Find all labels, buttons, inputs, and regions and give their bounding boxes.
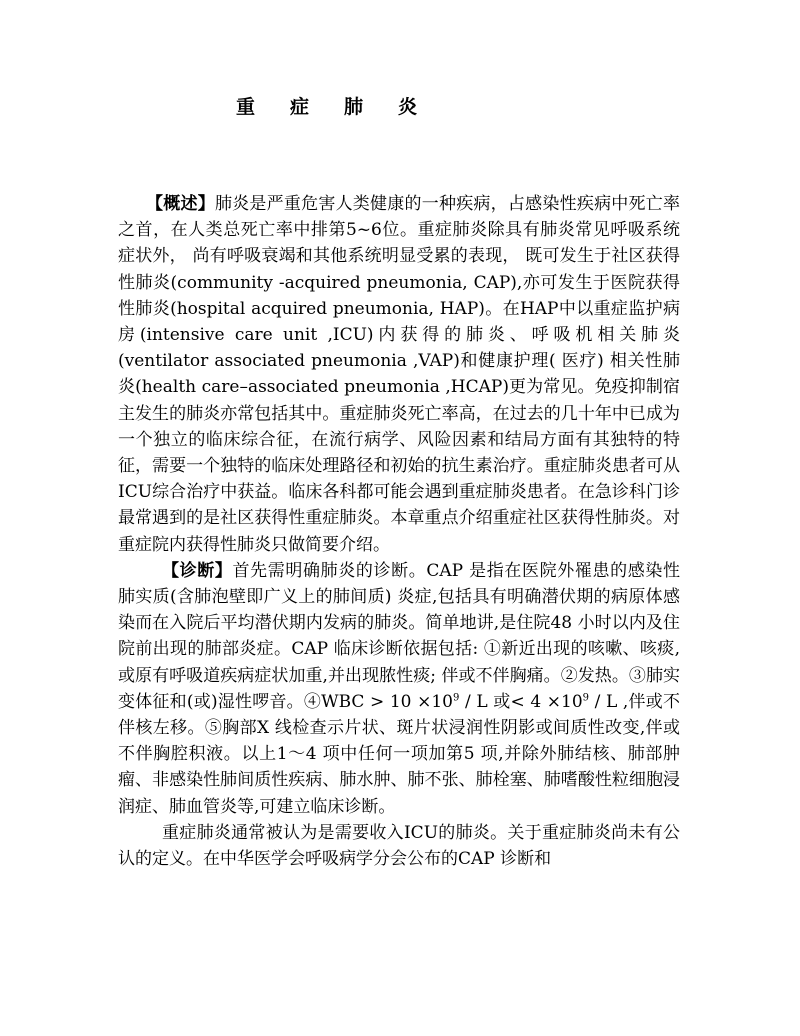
- diagnosis-heading: 【诊断】: [162, 560, 233, 581]
- page-title: 重症肺炎: [236, 96, 453, 118]
- wbc-exponent-1: 9: [453, 692, 460, 704]
- severe-definition-paragraph: [118, 820, 680, 872]
- overview-text: 肺炎是严重危害人类健康的一种疾病，占感染性疾病中死亡率之首，在人类总死亡率中排第5~6位。重症肺炎除具有肺炎常见呼吸系统症状外， 尚有呼吸衰竭和其他系统明显受累的表现， 既可发生于社区获得性肺炎(community -acquired pneumonia, CAP),亦可发生于医院获得性肺炎(hospital acquired pneumonia, HAP)。在HAP中以重症监护病房(intensive care unit ,ICU)内获得的肺炎、呼吸机相关肺炎(ventilator associated pneumonia ,VAP)和健康护理( 医疗) 相关性肺炎(health care–associated pneumonia ,HCAP)更为常见。免疫抑制宿主发生的肺炎亦常包括其中。重症肺炎死亡率高，在过去的几十年中已成为一个独立的临床综合征，在流行病学、风险因素和结局方面有其独特的特征，需要一个独特的临床处理路径和初始的抗生素治疗。重症肺炎患者可从ICU综合治疗中获益。临床各科都可能会遇到重症肺炎患者。在急诊科门诊最常遇到的是社区获得性重症肺炎。本章重点介绍重症社区获得性肺炎。对重症院内获得性肺炎只做简要介绍。: [118, 194, 681, 555]
- diagnosis-text-part-1: 首先需明确肺炎的诊断。CAP 是指在医院外罹患的感染性肺实质(含肺泡壁即广义上的肺间质) 炎症,包括具有明确潜伏期的病原体感染而在入院后平均潜伏期内发病的肺炎。简单地讲,是住院48 小时以内及住院前出现的肺部炎症。CAP 临床诊断依据包括: ①新近出现的咳嗽、咳痰,或原有呼吸道疾病症状加重,并出现脓性痰; 伴或不伴胸痛。②发热。③肺实变体征和(或)湿性啰音。④WBC > 10 ×10: [118, 560, 680, 712]
- document-body: [118, 191, 680, 872]
- diagnosis-text-part-3: / L ,伴或不伴核左移。⑤胸部X 线检查示片状、斑片状浸润性阴影或间质性改变,伴或不伴胸腔积液。以上1～4 项中任何一项加第5 项,并除外肺结核、肺部肿瘤、非感染性肺间质性疾病、肺水肿、肺不张、肺栓塞、肺嗜酸性粒细胞浸润症、肺血管炎等,可建立临床诊断。: [118, 691, 680, 817]
- diagnosis-text-part-2: / L 或< 4 ×10: [459, 691, 583, 712]
- severe-definition-text: 重症肺炎通常被认为是需要收入ICU的肺炎。关于重症肺炎尚未有公认的定义。在中华医学会呼吸病学分会公布的CAP 诊断和: [118, 822, 680, 870]
- wbc-exponent-2: 9: [582, 692, 590, 704]
- diagnosis-paragraph: [118, 558, 680, 820]
- overview-heading: 【概述】: [146, 194, 215, 214]
- overview-paragraph: [118, 191, 680, 558]
